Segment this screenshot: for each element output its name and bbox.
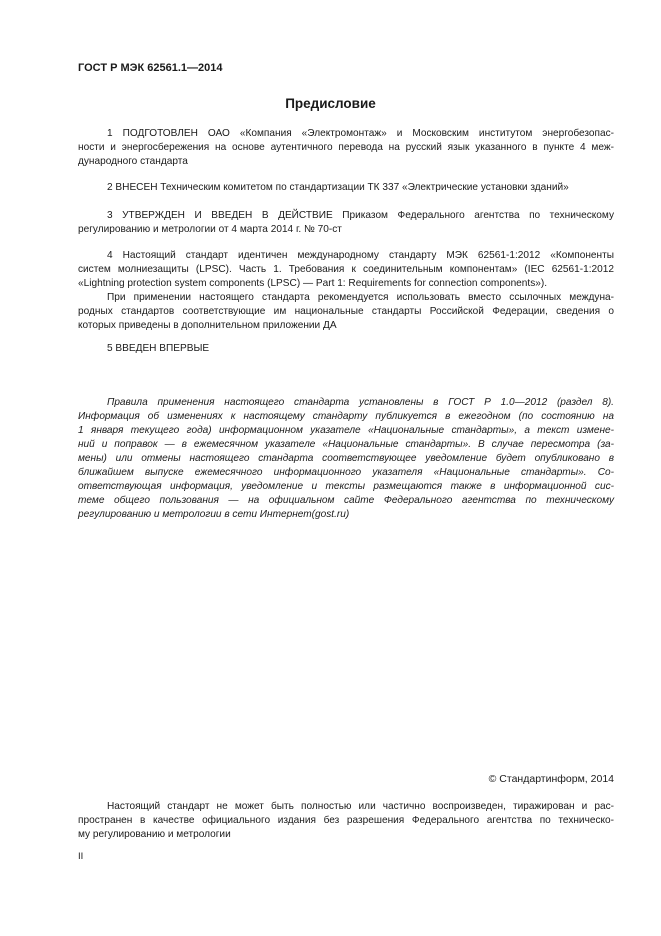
text-line: ний и поправок — в ежемесячном указателе «Национальные стандарты». В случае пересмотра (за- [78, 439, 614, 450]
text-line: 1 января текущего года) информационном указателе «Национальные стандарты», а текст измене- [78, 425, 614, 436]
text-line: регулированию и метрологии от 4 марта 2014 г. № 70-ст [78, 224, 342, 235]
text-line: родных стандартов соответствующие им национальные стандарты Российской Федерации, сведения о [78, 306, 614, 317]
text-line: «Lightning protection system components (LPSC) — Part 1: Requirements for connection components»). [78, 278, 548, 289]
text-line: 1 ПОДГОТОВЛЕН ОАО «Компания «Электромонтаж» и Московским институтом энергобезопас- [107, 128, 614, 139]
text-line: которых приведены в дополнительном приложении ДА [78, 320, 337, 331]
text-line: пространен в качестве официального издания без разрешения Федерального агентства по техническо- [78, 815, 614, 826]
copyright-line: © Стандартинформ, 2014 [488, 773, 614, 785]
text-line: Настоящий стандарт не может быть полностью или частично воспроизведен, тиражирован и рас- [107, 801, 614, 812]
reproduction-notice [78, 800, 614, 842]
text-line: мены) или отмены настоящего стандарта соответствующее уведомление будет опубликовано в [78, 453, 614, 464]
item-4-identical-standard [78, 249, 614, 333]
text-line: 4 Настоящий стандарт идентичен международному стандарту МЭК 62561-1:2012 «Компоненты [107, 250, 614, 261]
page-number: II [78, 851, 84, 862]
text-line: При применении настоящего стандарта рекомендуется использовать вместо ссылочных междуна- [107, 292, 614, 303]
text-line: 2 ВНЕСЕН Техническим комитетом по стандартизации ТК 337 «Электрические установки зданий» [107, 182, 569, 193]
text-line: дународного стандарта [78, 156, 188, 167]
text-line: му регулированию и метрологии [78, 829, 231, 840]
standard-header: ГОСТ Р МЭК 62561.1—2014 [78, 62, 223, 74]
text-line: Правила применения настоящего стандарта установлены в ГОСТ Р 1.0—2012 (раздел 8). [107, 397, 614, 408]
rules-notice [78, 396, 614, 522]
text-line: ности и энергосбережения на основе аутентичного перевода на русский язык указанного в пункте 4 меж- [78, 142, 614, 153]
page-title: Предисловие [285, 96, 376, 111]
text-line: регулированию и метрологии в сети Интернет(gost.ru) [78, 509, 350, 520]
text-line: 3 УТВЕРЖДЕН И ВВЕДЕН В ДЕЙСТВИЕ Приказом Федерального агентства по техническому [107, 210, 614, 221]
text-line: ближайшем выпуске ежемесячного информационного указателя «Национальные стандарты». Со- [78, 467, 614, 478]
item-2-introduced-by [78, 181, 614, 195]
text-line: 5 ВВЕДЕН ВПЕРВЫЕ [107, 343, 210, 354]
item-3-approved [78, 209, 614, 237]
text-line: Информация об изменениях к настоящему стандарту публикуется в ежегодном (по состоянию на [78, 411, 614, 422]
text-line: теме общего пользования — на официальном сайте Федерального агентства по техническому [78, 495, 614, 506]
text-line: систем молниезащиты (LPSC). Часть 1. Требования к соединительным компонентам» (IEC 62561-1:2012 [78, 264, 614, 275]
text-line: ответствующая информация, уведомление и тексты размещаются также в информационной сис- [78, 481, 614, 492]
item-5-introduced-first [78, 342, 614, 356]
item-1-prepared-by [78, 127, 614, 169]
